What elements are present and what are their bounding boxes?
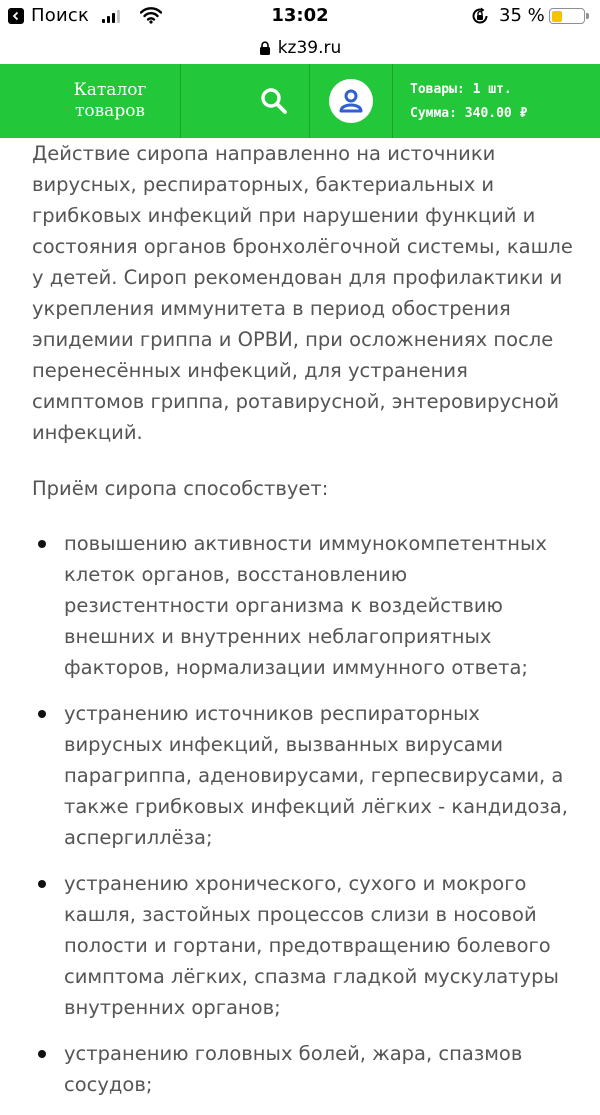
bullet-icon <box>38 540 46 548</box>
battery-cap <box>586 13 589 19</box>
battery-percent: 35 % <box>499 5 545 26</box>
url-text: kz39.ru <box>277 38 342 58</box>
account-button[interactable] <box>329 79 373 123</box>
clock: 13:02 <box>271 5 329 26</box>
benefits-list <box>32 528 577 1100</box>
bullet-icon <box>38 1050 46 1058</box>
cart-total: Сумма: 340.00 ₽ <box>410 106 528 121</box>
list-item: устранению головных болей, жара, спазмов сосудов; <box>32 1038 577 1100</box>
list-item: повышению активности иммунокомпетентных клеток органов, восстановлению резистентности организма к воздействию внешних и внутренних неблагоприятных факторов, нормализации иммунного ответа; <box>32 528 577 683</box>
rotation-lock-icon <box>470 6 490 26</box>
cart-items-count: Товары: 1 шт. <box>410 82 512 97</box>
address-bar[interactable] <box>0 32 600 64</box>
status-bar <box>0 0 600 32</box>
site-header <box>0 64 600 138</box>
lock-icon <box>259 41 271 55</box>
list-item: устранению хронического, сухого и мокрого кашля, застойных процессов слизи в носовой полости и гортани, предотвращению болевого симптома лёгких, спазма гладкой мускулатуры внутренних органов; <box>32 868 577 1023</box>
catalog-button[interactable]: Каталог товаров <box>73 80 147 121</box>
search-icon[interactable] <box>259 86 289 116</box>
header-divider <box>180 64 181 138</box>
bullet-icon <box>38 880 46 888</box>
header-divider <box>392 64 393 138</box>
battery-icon <box>549 8 585 24</box>
article-paragraph: Действие сиропа направленно на источники вирусных, респираторных, бактериальных и грибковых инфекций при нарушении функций и состояния органов бронхолёгочной системы, кашле у детей. Сироп рекомендован для профилактики и укрепления иммунитета в период обострения эпидемии гриппа и ОРВИ, при осложнениях после перенесённых инфекций, для устранения симптомов гриппа, ротавирусной, энтеровирусной инфекций. <box>32 142 573 444</box>
article-lead: Приём сиропа способствует: <box>32 477 329 500</box>
back-to-app-label[interactable]: Поиск <box>31 5 90 26</box>
article-body <box>32 138 577 1115</box>
header-divider <box>309 64 310 138</box>
user-icon <box>337 87 365 115</box>
list-item: устранению источников респираторных вирусных инфекций, вызванных вирусами парагриппа, аденовирусами, герпесвирусами, а также грибковых инфекций лёгких - кандидоза, аспергиллёза; <box>32 698 577 853</box>
bullet-icon <box>38 710 46 718</box>
cart-summary[interactable] <box>410 78 527 126</box>
